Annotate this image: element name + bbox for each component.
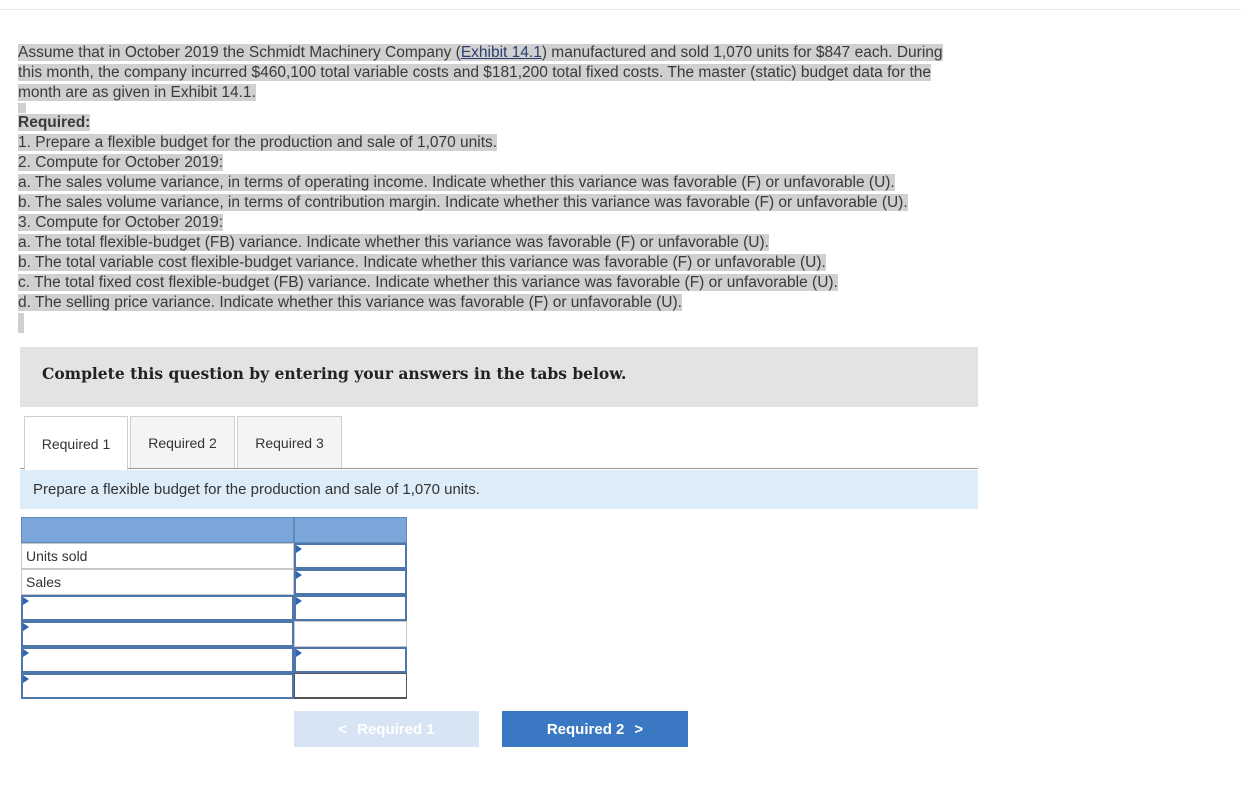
instruction-text: Prepare a flexible budget for the production and sale of 1,070 units. xyxy=(33,481,480,498)
requirement-line: a. The sales volume variance, in terms of operating income. Indicate whether this variance was favorable (F) or unfavorable (U). xyxy=(18,174,895,191)
requirement-line: 3. Compute for October 2019: xyxy=(18,214,224,231)
requirement-line: d. The selling price variance. Indicate whether this variance was favorable (F) or unfavorable (U). xyxy=(18,294,682,311)
highlight-gap xyxy=(18,103,26,113)
problem-text: ) manufactured and sold 1,070 units for $847 each. During xyxy=(541,44,943,61)
table-header-value xyxy=(294,517,407,543)
requirement-line: b. The sales volume variance, in terms of contribution margin. Indicate whether this variance was favorable (F) or unfavorable (U). xyxy=(18,194,908,211)
problem-text: Assume that in October 2019 the Schmidt Machinery Company ( xyxy=(18,44,461,61)
requirement-line: a. The total flexible-budget (FB) variance. Indicate whether this variance was favorable (F) or unfavorable (U). xyxy=(18,234,769,251)
tab-required-2[interactable]: Required 2 xyxy=(130,416,235,468)
chevron-left-icon: < xyxy=(338,720,348,738)
required-title: Required: xyxy=(18,114,91,131)
row-label-input[interactable] xyxy=(21,647,294,673)
tab-underline xyxy=(20,468,24,469)
requirement-line: b. The total variable cost flexible-budget variance. Indicate whether this variance was favorable (F) or unfavorable (U). xyxy=(18,254,826,271)
input-marker-icon xyxy=(296,545,302,553)
input-marker-icon xyxy=(296,597,302,605)
row-label-input[interactable] xyxy=(21,595,294,621)
instruction-panel xyxy=(20,470,978,509)
row-value-cell xyxy=(294,621,407,647)
row-label-input[interactable] xyxy=(21,673,294,699)
complete-question-banner xyxy=(20,347,978,407)
exhibit-link[interactable]: Exhibit 14.1 xyxy=(460,44,542,61)
requirement-line: 1. Prepare a flexible budget for the production and sale of 1,070 units. xyxy=(18,134,498,151)
chevron-right-icon: > xyxy=(634,720,644,738)
row-value-input[interactable] xyxy=(294,647,407,673)
complete-prompt: Complete this question by entering your answers in the tabs below. xyxy=(42,364,627,383)
next-required-button[interactable] xyxy=(502,711,688,747)
problem-text: this month, the company incurred $460,100 total variable costs and $181,200 total fixed costs. The master (static) budget data for the xyxy=(18,64,932,81)
sales-input[interactable] xyxy=(294,569,407,595)
total-value-cell[interactable] xyxy=(294,673,407,699)
units-sold-input[interactable] xyxy=(294,543,407,569)
dropdown-marker-icon xyxy=(23,623,29,631)
tab-required-1[interactable]: Required 1 xyxy=(24,416,128,470)
problem-statement xyxy=(18,43,1078,333)
dropdown-marker-icon xyxy=(23,649,29,657)
table-header-label xyxy=(21,517,294,543)
prev-button-label: Required 1 xyxy=(357,720,435,738)
tab-underline xyxy=(128,468,978,469)
row-label-units-sold: Units sold xyxy=(21,543,294,569)
dropdown-marker-icon xyxy=(23,675,29,683)
input-marker-icon xyxy=(296,571,302,579)
dropdown-marker-icon xyxy=(23,597,29,605)
top-divider xyxy=(0,9,1241,10)
tab-required-3[interactable]: Required 3 xyxy=(237,416,342,468)
highlight-tail xyxy=(18,313,24,333)
row-label-input[interactable] xyxy=(21,621,294,647)
input-marker-icon xyxy=(296,649,302,657)
problem-text: month are as given in Exhibit 14.1. xyxy=(18,84,256,101)
prev-required-button[interactable] xyxy=(294,711,479,747)
requirement-line: 2. Compute for October 2019: xyxy=(18,154,224,171)
row-value-input[interactable] xyxy=(294,595,407,621)
next-button-label: Required 2 xyxy=(546,720,625,738)
requirement-line: c. The total fixed cost flexible-budget (FB) variance. Indicate whether this variance was favorable (F) or unfavorable (U). xyxy=(18,274,838,291)
row-label-sales: Sales xyxy=(21,569,294,595)
